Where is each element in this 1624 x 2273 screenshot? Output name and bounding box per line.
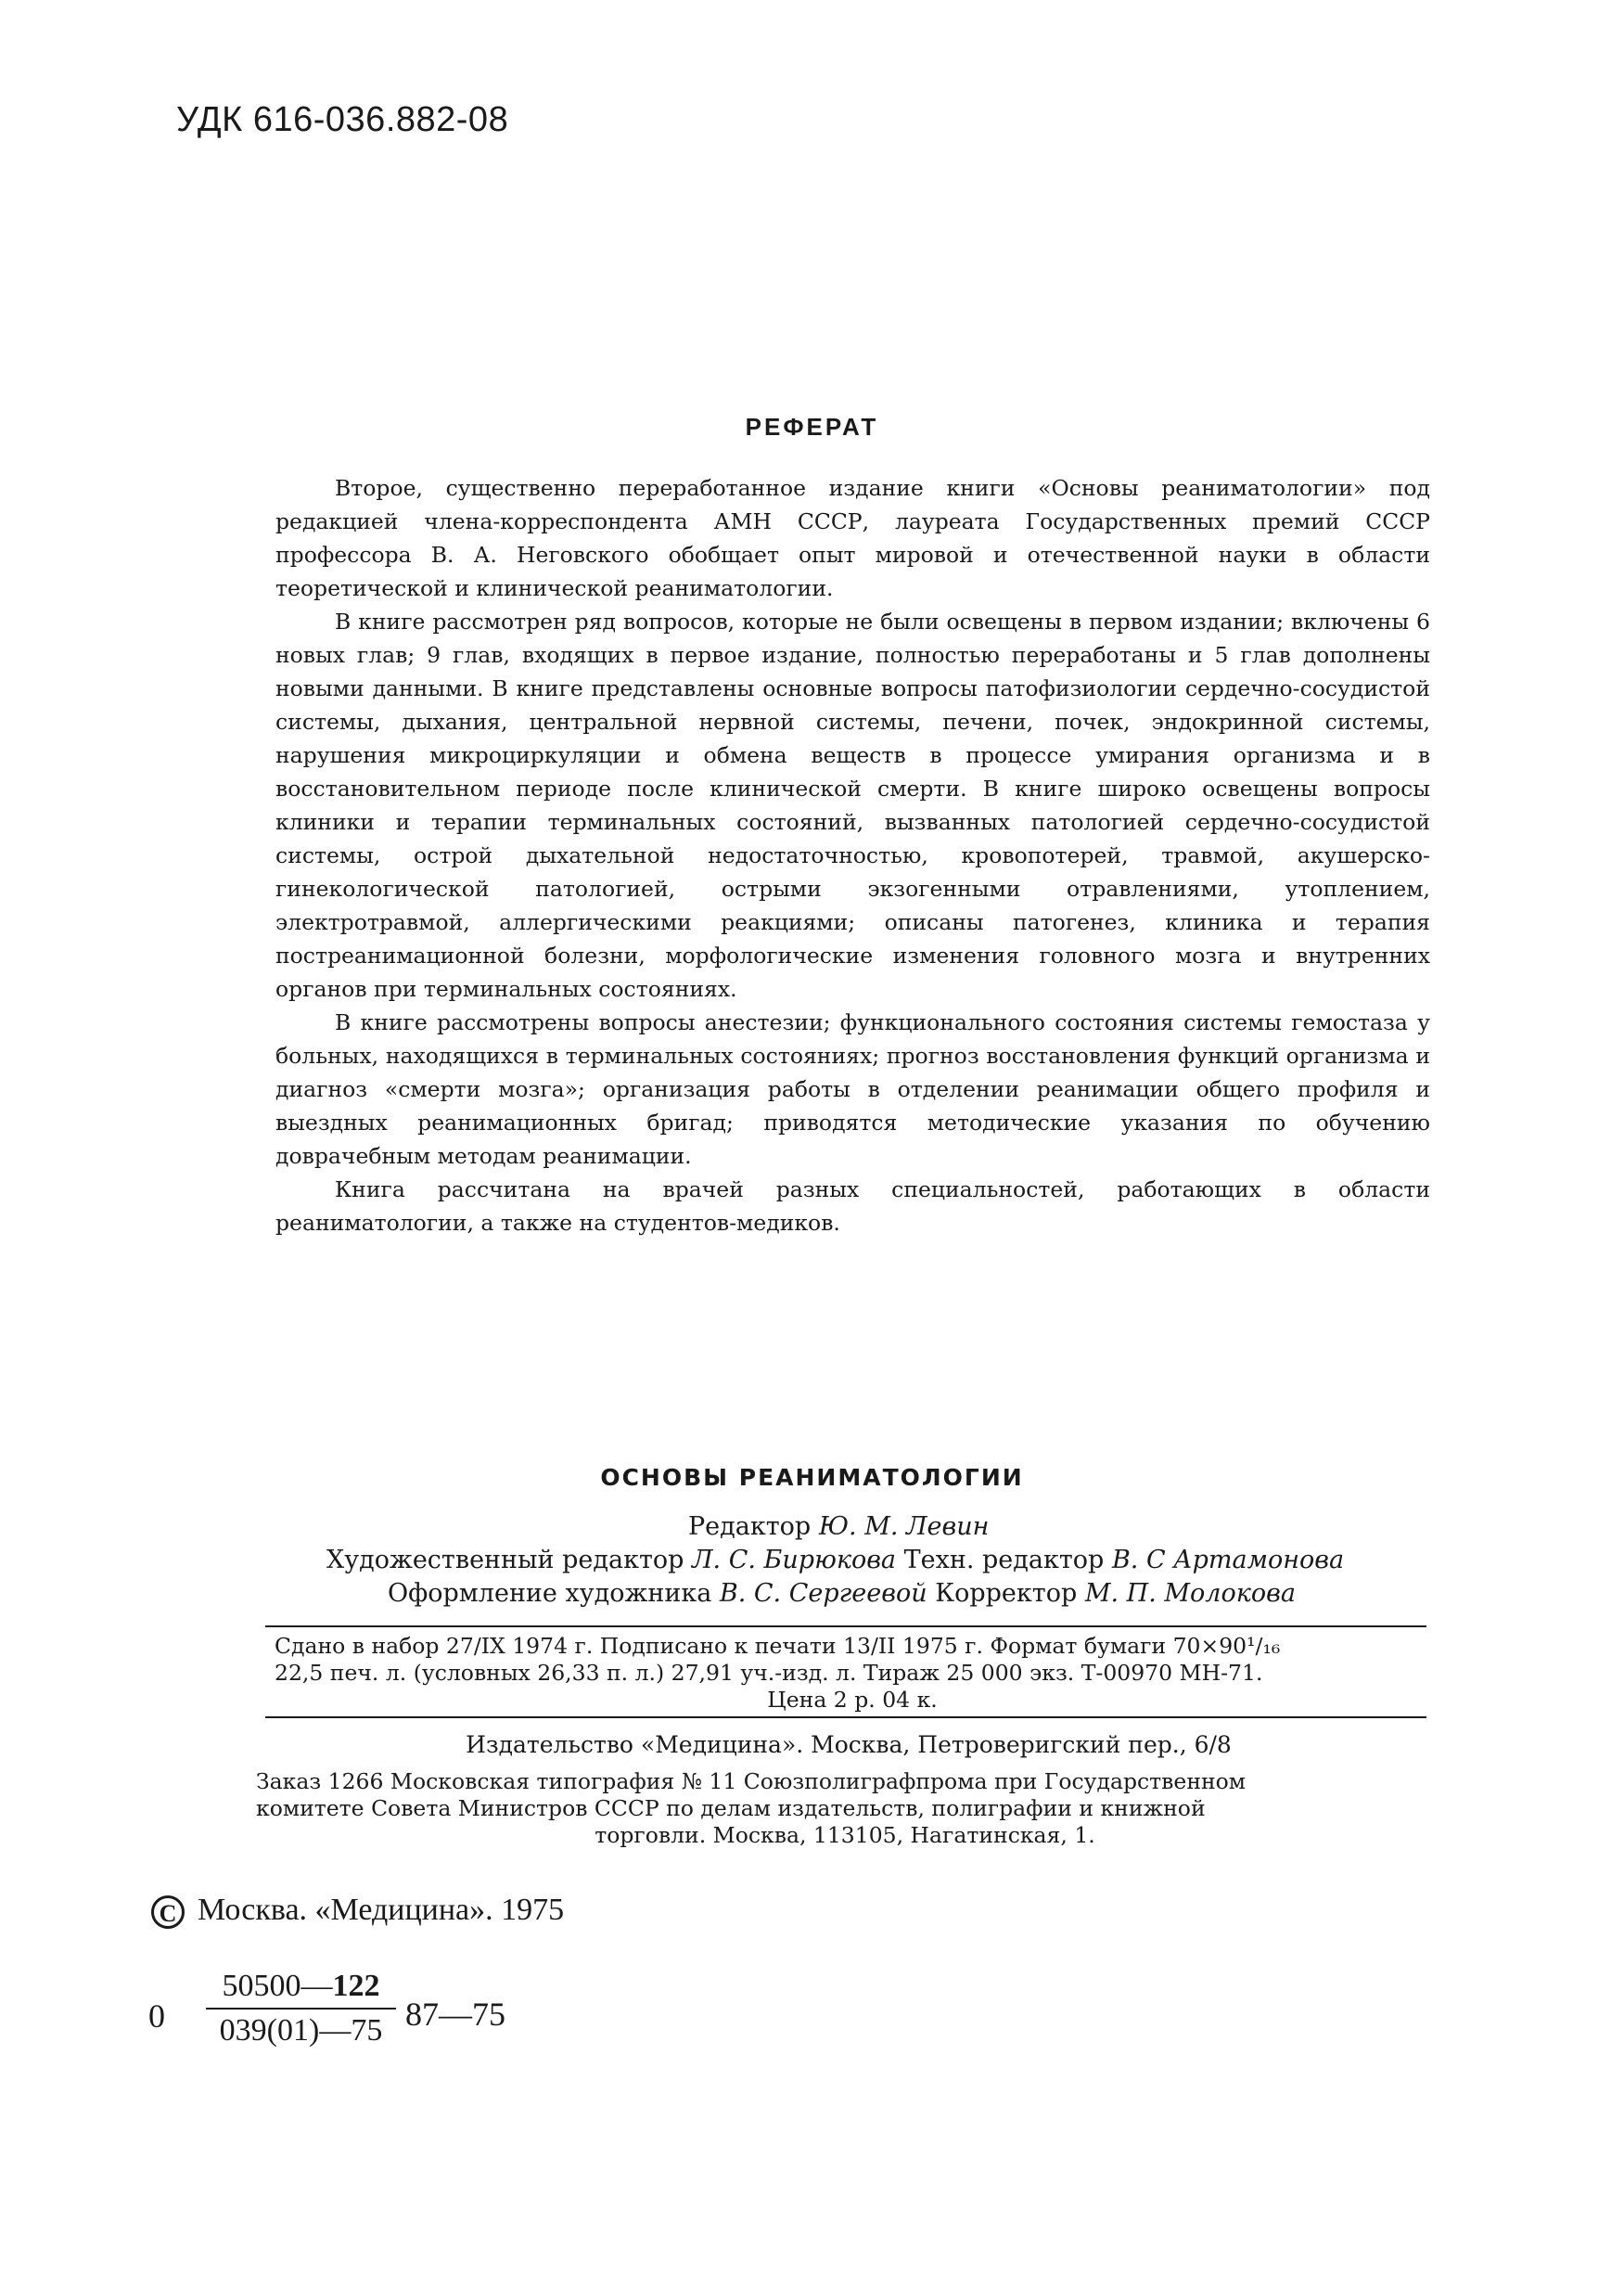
print-details (275, 1633, 1430, 1714)
design-corrector-credit (388, 1579, 1296, 1608)
abstract-paragraph-4: Книга рассчитана на врачей разных специальностей, работающих в области реаниматологии, а также на студентов-медиков. (275, 1176, 1430, 1236)
tech-editor-label: Техн. редактор (903, 1546, 1105, 1574)
corrector-label: Корректор (935, 1579, 1078, 1608)
code-suffix: 87—75 (405, 1996, 505, 2033)
abstract-title: РЕФЕРАТ (745, 413, 879, 441)
abstract-paragraph-1: Второе, существенно переработанное издание книги «Основы реаниматологии» под редакцией члена-корреспондента АМН СССР, лауреата Государственных премий СССР профессора В. А. Неговского обобщает опыт мировой и отечественной науки в области теоретической и клинической реаниматологии. (275, 475, 1430, 601)
book-title: ОСНОВЫ РЕАНИМАТОЛОГИИ (600, 1464, 1024, 1491)
order-line-2: комитете Совета Министров СССР по делам издательств, полиграфии и книжной (256, 1795, 1206, 1821)
tech-editor-name: В. С Артамонова (1111, 1546, 1345, 1574)
printing-order (256, 1768, 1434, 1849)
design-name: В. С. Сергеевой (719, 1579, 927, 1608)
print-line-2: 22,5 печ. л. (условных 26,33 п. л.) 27,91 уч.-изд. л. Тираж 25 000 экз. Т-00970 МН-71. (275, 1660, 1263, 1686)
numerator-a: 50500— (222, 1969, 333, 2003)
abstract-body (275, 471, 1430, 1239)
fraction-denominator: 039(01)—75 (219, 2013, 383, 2048)
print-line-1: Сдано в набор 27/IX 1974 г. Подписано к печати 13/II 1975 г. Формат бумаги 70×90¹/₁₆ (275, 1633, 1281, 1659)
abstract-paragraph-2: В книге рассмотрен ряд вопросов, которые не были освещены в первом издании; включены 6 новых глав; 9 глав, входящих в первое издание, полностью переработаны и 5 глав дополнены новыми данными. В книге представлены основные вопросы патофизиологии сердечно-сосудистой системы, дыхания, центральной нервной системы, печени, почек, эндокринной системы, нарушения микроциркуляции и обмена веществ в процессе умирания организма и в восстановительном периоде после клинической смерти. В книге широко освещены вопросы клиники и терапии терминальных состояний, вызванных патологией сердечно-сосудистой системы, острой дыхательной недостаточностью, кровопотерей, травмой, акушерско-гинекологической патологией, острыми экзогенными отравлениями, утоплением, электротравмой, аллергическими реакциями; описаны патогенез, клиника и терапия постреанимационной болезни, морфологические изменения головного мозга и внутренних органов при терминальных состояниях. (275, 609, 1430, 1002)
numerator-b: 122 (332, 1969, 380, 2003)
code-prefix: 0 (148, 1997, 165, 2035)
udk-code: УДК 616-036.882-08 (176, 100, 509, 139)
art-editor-name: Л. С. Бирюкова (692, 1546, 897, 1574)
editor-name: Ю. М. Левин (818, 1512, 990, 1541)
editor-label: Редактор (688, 1512, 812, 1541)
copyright-text: Москва. «Медицина». 1975 (198, 1893, 565, 1927)
editor-credit (688, 1512, 989, 1541)
divider-bottom (265, 1716, 1426, 1718)
abstract-paragraph-3: В книге рассмотрены вопросы анестезии; функционального состояния системы гемостаза у больных, находящихся в терминальных состояниях; прогноз восстановления функций организма и диагноз «смерти мозга»; организация работы в отделении реанимации общего профиля и выездных реанимационных бригад; приводятся методические указания по обучению доврачебным методам реанимации. (275, 1009, 1430, 1169)
publisher-line: Издательство «Медицина». Москва, Петроверигский пер., 6/8 (466, 1731, 1232, 1758)
classification-fraction (206, 1969, 396, 2048)
price: Цена 2 р. 04 к. (767, 1687, 938, 1713)
art-tech-editor-credit (326, 1546, 1344, 1574)
art-editor-label: Художественный редактор (326, 1546, 684, 1574)
fraction-numerator (206, 1969, 396, 2008)
order-line-1: Заказ 1266 Московская типография № 11 Союзполиграфпрома при Государственном (256, 1768, 1247, 1794)
corrector-name: М. П. Молокова (1084, 1579, 1296, 1608)
copyright-line (151, 1893, 564, 1929)
copyright-icon: C (151, 1895, 185, 1929)
divider-top (265, 1625, 1426, 1627)
design-label: Оформление художника (388, 1579, 712, 1608)
order-line-3: торговли. Москва, 113105, Нагатинская, 1. (595, 1822, 1095, 1848)
